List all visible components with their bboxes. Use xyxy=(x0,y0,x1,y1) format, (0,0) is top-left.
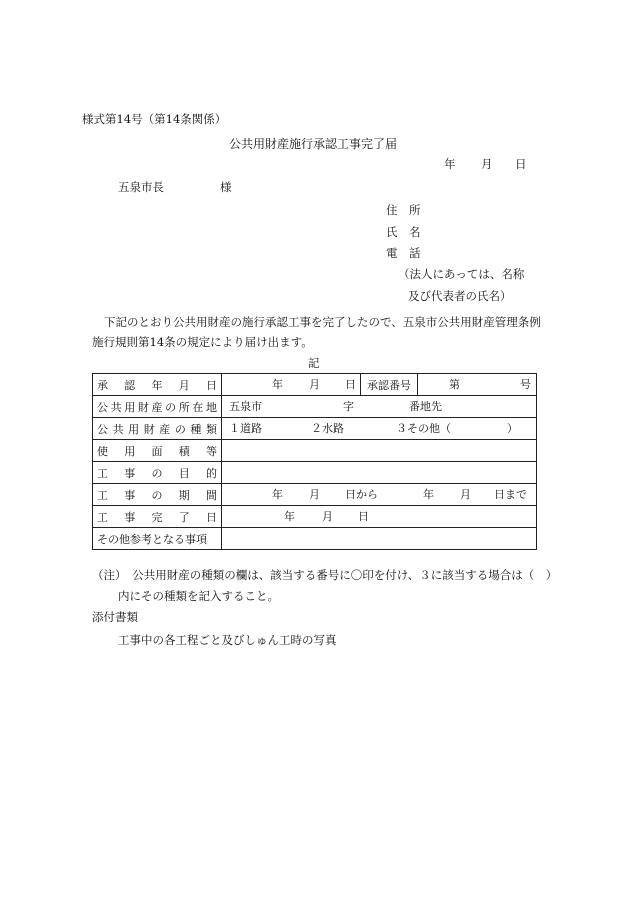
table-row xyxy=(93,418,537,440)
label-char: 財 xyxy=(143,422,155,436)
label-char: の xyxy=(165,400,177,414)
option-other-close: ） xyxy=(507,422,518,435)
ki-heading: 記 xyxy=(308,356,320,370)
completion-date-label xyxy=(93,506,222,528)
option-other[interactable]: ３その他（ xyxy=(396,422,451,435)
label-char: 用 xyxy=(124,400,136,414)
label-char: 面 xyxy=(151,444,163,458)
day-label: 日 xyxy=(358,510,369,523)
approval-date-label xyxy=(93,374,222,396)
end-month-label: 月 xyxy=(460,488,471,501)
label-char: の xyxy=(151,466,163,480)
option-road[interactable]: １道路 xyxy=(229,422,262,435)
label-char: 用 xyxy=(128,422,140,436)
label-char: 的 xyxy=(206,466,217,480)
start-day-label: 日から xyxy=(345,488,378,501)
label-char: の xyxy=(174,422,186,436)
attachment-item: 工事中の各工程ごと及びしゅん工時の写真 xyxy=(118,633,337,647)
date-day-label: 日 xyxy=(515,157,527,171)
date-year-label: 年 xyxy=(444,157,456,171)
label-char: 事 xyxy=(124,488,136,502)
label-char: 等 xyxy=(206,444,217,458)
end-day-label: 日まで xyxy=(494,488,527,501)
label-char: 在 xyxy=(192,400,204,414)
label-char: の xyxy=(151,488,163,502)
location-label xyxy=(93,396,222,418)
start-year-label: 年 xyxy=(272,488,283,501)
addressee: 五泉市長 xyxy=(118,180,164,194)
month-label: 月 xyxy=(322,510,333,523)
year-label: 年 xyxy=(284,510,295,523)
label-char: 期 xyxy=(178,488,190,502)
option-waterway[interactable]: ２水路 xyxy=(311,422,344,435)
label-char: 工 xyxy=(97,510,108,524)
label-char: 承 xyxy=(97,378,108,392)
note-line2: 内にその種類を記入すること。 xyxy=(118,589,279,603)
label-char: 月 xyxy=(178,378,190,392)
banchi-label: 番地先 xyxy=(409,400,442,413)
other-reference-value[interactable] xyxy=(222,528,537,550)
date-month-label: 月 xyxy=(481,157,493,171)
year-label: 年 xyxy=(272,378,283,391)
other-reference-label: その他参考となる事項 xyxy=(93,528,222,550)
completion-form-table xyxy=(92,373,537,550)
table-row xyxy=(93,528,537,550)
day-label: 日 xyxy=(345,378,356,391)
address-label: 住 所 xyxy=(386,203,421,217)
label-char: 目 xyxy=(178,466,190,480)
aza-label: 字 xyxy=(343,400,354,413)
label-char: 用 xyxy=(124,444,136,458)
end-year-label: 年 xyxy=(423,488,434,501)
dai-label: 第 xyxy=(449,378,460,391)
attachments-label: 添付書類 xyxy=(92,610,138,624)
label-char: 産 xyxy=(159,422,171,436)
approval-date-value[interactable] xyxy=(222,374,361,396)
label-char: 類 xyxy=(205,422,217,436)
table-row xyxy=(93,506,537,528)
label-char: 財 xyxy=(137,400,149,414)
corporate-note-line2: 及び代表者の氏名） xyxy=(408,289,512,303)
go-label: 号 xyxy=(520,378,531,391)
label-char: 事 xyxy=(124,510,136,524)
label-char: 日 xyxy=(206,378,217,392)
label-char: 種 xyxy=(190,422,202,436)
completion-date-value[interactable] xyxy=(222,506,537,528)
work-purpose-value[interactable] xyxy=(222,462,537,484)
intro-line2: 施行規則第14条の規定により届け出ます。 xyxy=(92,335,313,349)
label-char: 完 xyxy=(151,510,163,524)
work-purpose-label xyxy=(93,462,222,484)
usage-area-value[interactable] xyxy=(222,440,537,462)
label-char: 事 xyxy=(124,466,136,480)
city-label: 五泉市 xyxy=(229,400,262,413)
table-row xyxy=(93,462,537,484)
label-char: 積 xyxy=(178,444,190,458)
label-char: 産 xyxy=(151,400,163,414)
table-row xyxy=(93,374,537,396)
label-char: 日 xyxy=(206,510,217,524)
label-char: 共 xyxy=(112,422,124,436)
month-label: 月 xyxy=(309,378,320,391)
form-number: 様式第14号（第14条関係） xyxy=(82,112,227,126)
table-row xyxy=(93,396,537,418)
approval-number-value[interactable] xyxy=(418,374,537,396)
work-period-label xyxy=(93,484,222,506)
approval-number-label: 承認番号 xyxy=(361,374,418,396)
label-char: 所 xyxy=(178,400,190,414)
property-type-value[interactable] xyxy=(222,418,537,440)
usage-area-label xyxy=(93,440,222,462)
note-line1: （注） 公共用財産の種類の欄は、該当する番号に〇印を付け、３に該当する場合は（ ） xyxy=(92,568,558,582)
label-char: 地 xyxy=(206,400,217,414)
intro-line1: 下記のとおり公共用財産の施行承認工事を完了したので、五泉市公共用財産管理条例 xyxy=(104,315,541,329)
table-row xyxy=(93,484,537,506)
property-type-label xyxy=(93,418,222,440)
label-char: 公 xyxy=(97,400,108,414)
page-title: 公共用財産施行承認工事完了届 xyxy=(229,137,398,151)
start-month-label: 月 xyxy=(309,488,320,501)
label-char: 工 xyxy=(97,488,108,502)
label-char: 共 xyxy=(110,400,122,414)
phone-label: 電 話 xyxy=(386,246,421,260)
location-value[interactable] xyxy=(222,396,537,418)
name-label: 氏 名 xyxy=(386,225,421,239)
label-char: 工 xyxy=(97,466,108,480)
label-char: 公 xyxy=(97,422,108,436)
corporate-note-line1: （法人にあっては、名称 xyxy=(398,267,525,281)
honorific: 様 xyxy=(220,180,232,194)
work-period-value[interactable] xyxy=(222,484,537,506)
label-char: 年 xyxy=(151,378,163,392)
label-char: 認 xyxy=(124,378,136,392)
label-char: 間 xyxy=(206,488,217,502)
label-char: 使 xyxy=(97,444,108,458)
label-char: 了 xyxy=(178,510,190,524)
table-row xyxy=(93,440,537,462)
